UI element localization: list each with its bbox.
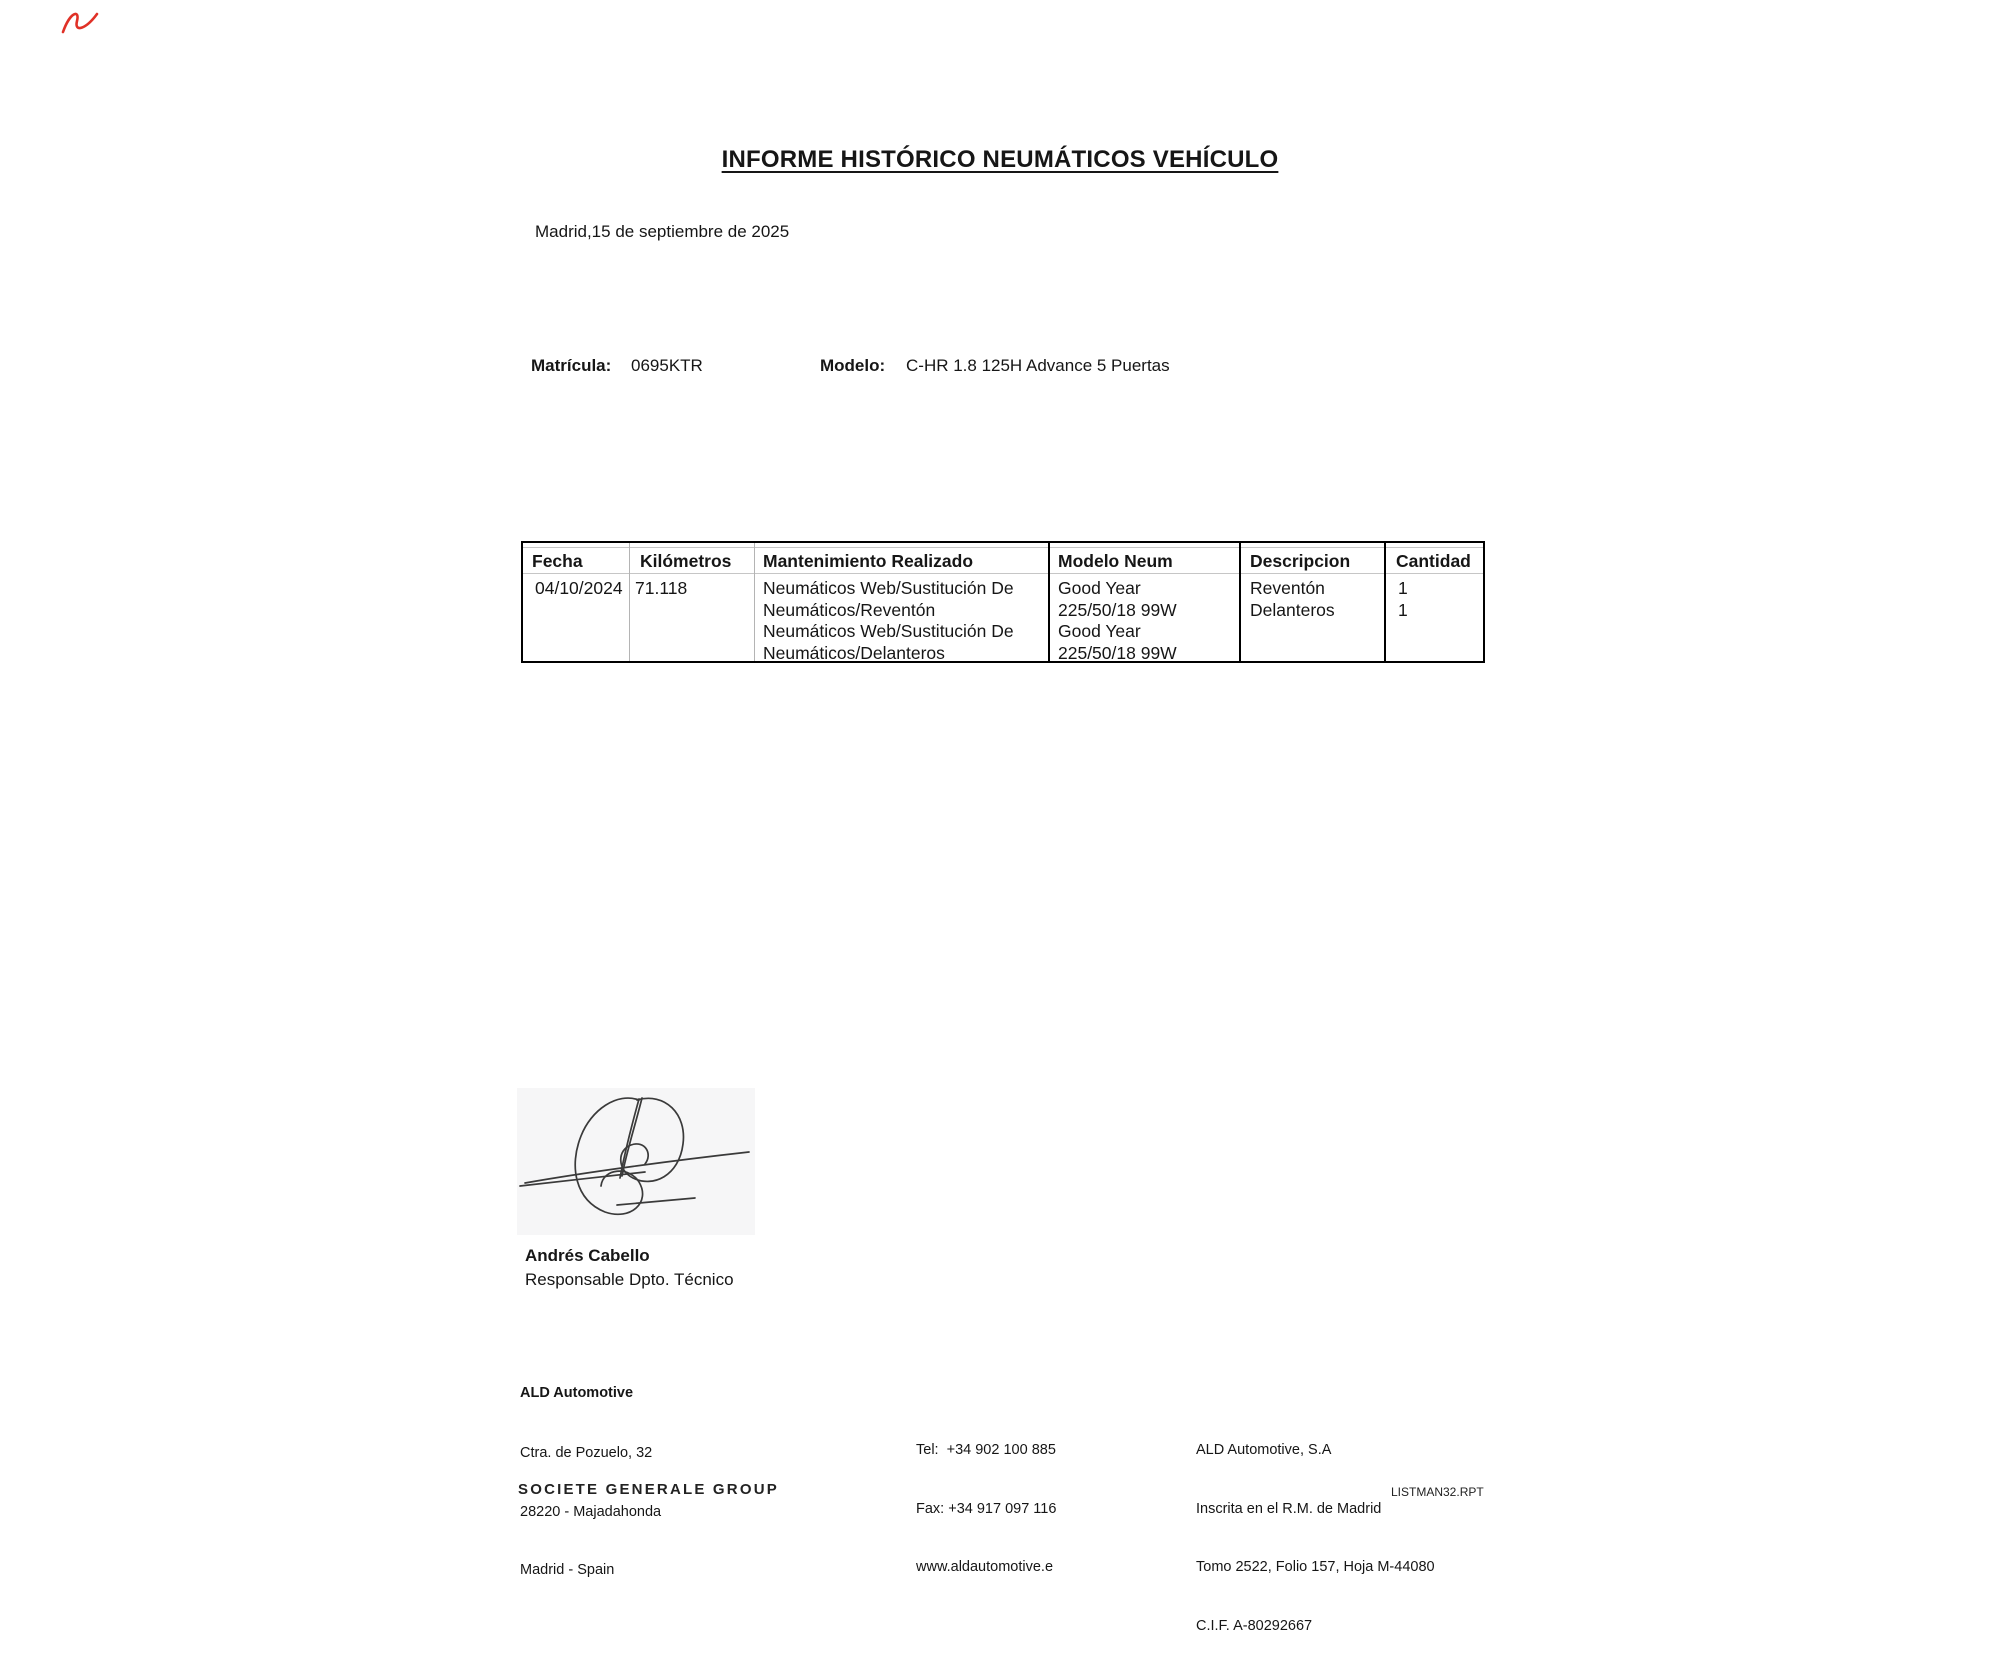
matricula-value: 0695KTR — [631, 356, 703, 375]
modelo-value: C-HR 1.8 125H Advance 5 Puertas — [906, 356, 1170, 375]
kilometros-value: 71.118 — [635, 578, 688, 598]
footer-legal-block — [1196, 1402, 1435, 1675]
vehicle-info-row — [0, 356, 2000, 380]
phone-line: Tel: +34 902 100 885 — [916, 1442, 1056, 1458]
table-inner-top-line — [523, 547, 1483, 548]
legal-line: ALD Automotive, S.A — [1196, 1442, 1332, 1458]
footer-company-name: ALD Automotive — [520, 1385, 634, 1401]
legal-line: Tomo 2522, Folio 157, Hoja M-44080 — [1196, 1559, 1435, 1575]
mantenimiento-line: Neumáticos Web/Sustitución De — [763, 621, 1014, 641]
cantidad-line: 1 — [1398, 578, 1408, 598]
page-title: INFORME HISTÓRICO NEUMÁTICOS VEHÍCULO — [721, 146, 1279, 173]
maintenance-history-table — [521, 541, 1485, 663]
table-divider — [1048, 543, 1050, 661]
address-line: 28220 - Majadahonda — [520, 1503, 662, 1520]
modelo-neum-line: 225/50/18 99W — [1058, 599, 1177, 620]
cell-modelo-neum — [1058, 578, 1177, 664]
table-header-underline — [523, 573, 1483, 574]
cell-kilometros — [635, 578, 687, 600]
signer-role: Responsable Dpto. Técnico — [525, 1270, 734, 1289]
signature-image — [517, 1088, 755, 1235]
column-header-fecha: Fecha — [532, 551, 583, 571]
signature-scribble-icon — [517, 1088, 755, 1235]
cell-cantidad — [1398, 578, 1408, 621]
column-header-kilometros: Kilómetros — [640, 551, 732, 571]
table-divider — [1239, 543, 1241, 661]
mantenimiento-line: Neumáticos/Delanteros — [763, 642, 945, 663]
table-divider — [754, 543, 755, 661]
modelo-neum-line: 225/50/18 99W — [1058, 642, 1177, 663]
fax-line: Fax: +34 917 097 116 — [916, 1500, 1057, 1517]
report-filename: LISTMAN32.RPT — [1391, 1485, 1484, 1499]
signer-name: Andrés Cabello — [525, 1246, 650, 1265]
column-header-mantenimiento: Mantenimiento Realizado — [763, 551, 974, 571]
table-divider — [1384, 543, 1386, 661]
descripcion-line: Delanteros — [1250, 599, 1335, 620]
matricula-label: Matrícula: — [531, 356, 612, 375]
legal-line: C.I.F. A-80292667 — [1196, 1617, 1313, 1634]
cell-descripcion — [1250, 578, 1335, 621]
website-line: www.aldautomotive.e — [916, 1559, 1054, 1575]
footer-address-block — [520, 1405, 661, 1620]
descripcion-line: Reventón — [1250, 578, 1325, 598]
cell-mantenimiento — [763, 578, 1014, 664]
cantidad-line: 1 — [1398, 599, 1408, 620]
cell-fecha — [535, 578, 623, 600]
column-header-cantidad: Cantidad — [1396, 551, 1471, 571]
fecha-value: 04/10/2024 — [535, 578, 623, 598]
date-line: Madrid,15 de septiembre de 2025 — [535, 222, 790, 241]
modelo-label: Modelo: — [820, 356, 886, 375]
red-pen-mark-icon — [60, 6, 102, 40]
column-header-descripcion: Descripcion — [1250, 551, 1351, 571]
footer-group-logo-text: SOCIETE GENERALE GROUP — [518, 1481, 779, 1498]
address-line: Madrid - Spain — [520, 1562, 615, 1578]
legal-line: Inscrita en el R.M. de Madrid — [1196, 1500, 1382, 1517]
mantenimiento-line: Neumáticos Web/Sustitución De — [763, 578, 1014, 598]
footer-contact-block — [916, 1402, 1056, 1617]
column-header-modelo-neum: Modelo Neum — [1058, 551, 1173, 571]
table-divider — [629, 543, 630, 661]
address-line: Ctra. de Pozuelo, 32 — [520, 1445, 653, 1461]
modelo-neum-line: Good Year — [1058, 578, 1141, 598]
modelo-neum-line: Good Year — [1058, 621, 1141, 641]
mantenimiento-line: Neumáticos/Reventón — [763, 599, 936, 620]
